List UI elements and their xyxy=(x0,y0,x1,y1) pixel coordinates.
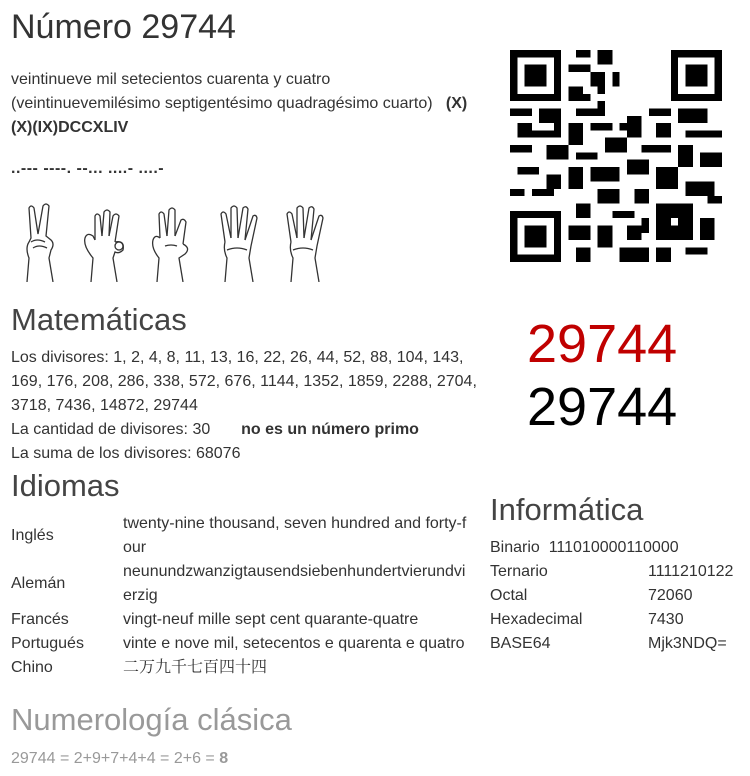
languages-heading: Idiomas xyxy=(11,468,120,503)
binary-value: 111010000110000 xyxy=(548,539,679,556)
number-black: 29744 xyxy=(527,377,678,437)
math-heading: Matemáticas xyxy=(11,302,187,337)
language-name: Francés xyxy=(11,611,69,628)
numerology-formula: 29744 = 2+9+7+4+4 = 2+6 = xyxy=(11,750,215,767)
table-row xyxy=(11,512,468,560)
language-text: twenty-nine thousand, seven hundred and forty-four xyxy=(123,515,467,556)
hand-sign-2-icon xyxy=(17,200,67,282)
base64-value: Mjk3NDQ= xyxy=(648,635,727,652)
ternary-label: Ternario xyxy=(490,563,548,580)
number-red: 29744 xyxy=(527,314,678,374)
languages-table-wrap xyxy=(11,512,468,680)
ternary-value: 1111210122 xyxy=(648,563,734,580)
language-text: vinte e nove mil, setecentos e quarenta e quatro xyxy=(123,635,465,652)
math-section xyxy=(11,346,481,466)
sign-language-hands xyxy=(17,200,337,282)
language-text: vingt-neuf mille sept cent quarante-quatre xyxy=(123,611,419,628)
numerology-line xyxy=(11,747,228,771)
number-words xyxy=(11,68,476,140)
hand-sign-7-icon xyxy=(145,200,195,282)
language-name: Portugués xyxy=(11,635,84,652)
octal-label: Octal xyxy=(490,587,528,604)
table-row xyxy=(11,608,468,632)
divisors-label: Los divisores: xyxy=(11,349,109,366)
divisor-count-label: La cantidad de divisores: xyxy=(11,421,188,438)
divisor-count-line xyxy=(11,418,481,442)
language-text: neunundzwanzigtausendsiebenhundertvierundvierzig xyxy=(123,563,466,604)
language-name: Chino xyxy=(11,659,53,676)
divisors-list: 1, 2, 4, 8, 11, 13, 16, 22, 26, 44, 52, 88, 104, 143, 169, 176, 208, 286, 338, 572, 676, 1144, 1352, 1859, 2288, 2704, 3718, 7436, 14872, 29744 xyxy=(11,349,477,414)
numerology-result: 8 xyxy=(219,750,229,767)
hand-sign-4-icon xyxy=(213,200,263,282)
table-row xyxy=(11,656,468,680)
languages-table xyxy=(11,512,468,680)
language-name: Alemán xyxy=(11,575,66,592)
hand-sign-9-icon xyxy=(79,200,129,282)
hex-label: Hexadecimal xyxy=(490,611,583,628)
binary-row xyxy=(490,536,679,560)
morse-code: ..--- ----. --... ....- ....- xyxy=(11,160,165,177)
roman-numeral: (X)(X)(IX)DCCXLIV xyxy=(11,95,468,136)
table-row xyxy=(11,560,468,608)
divisor-sum-label: La suma de los divisores: xyxy=(11,445,192,462)
base64-label: BASE64 xyxy=(490,635,551,652)
spanish-words: veintinueve mil setecientos cuarenta y cuatro xyxy=(11,71,331,88)
divisor-sum-line xyxy=(11,442,481,466)
language-text: 二万九千七百四十四 xyxy=(123,659,268,676)
divisor-count: 30 xyxy=(192,421,211,438)
qr-code-icon xyxy=(510,50,722,262)
prime-status: no es un número primo xyxy=(241,421,419,438)
binary-label: Binario xyxy=(490,539,540,556)
octal-value: 72060 xyxy=(648,587,693,604)
hand-sign-4-icon xyxy=(279,200,329,282)
computing-heading: Informática xyxy=(490,492,644,527)
divisors-line xyxy=(11,346,481,418)
divisor-sum: 68076 xyxy=(195,445,241,462)
hex-value: 7430 xyxy=(648,611,684,628)
table-row xyxy=(11,632,468,656)
page-title: Número 29744 xyxy=(11,8,236,46)
ordinal-words: (veintinuevemilésimo septigentésimo quadragésimo cuarto) xyxy=(11,95,433,112)
language-name: Inglés xyxy=(11,527,54,544)
numerology-heading: Numerología clásica xyxy=(11,702,292,737)
